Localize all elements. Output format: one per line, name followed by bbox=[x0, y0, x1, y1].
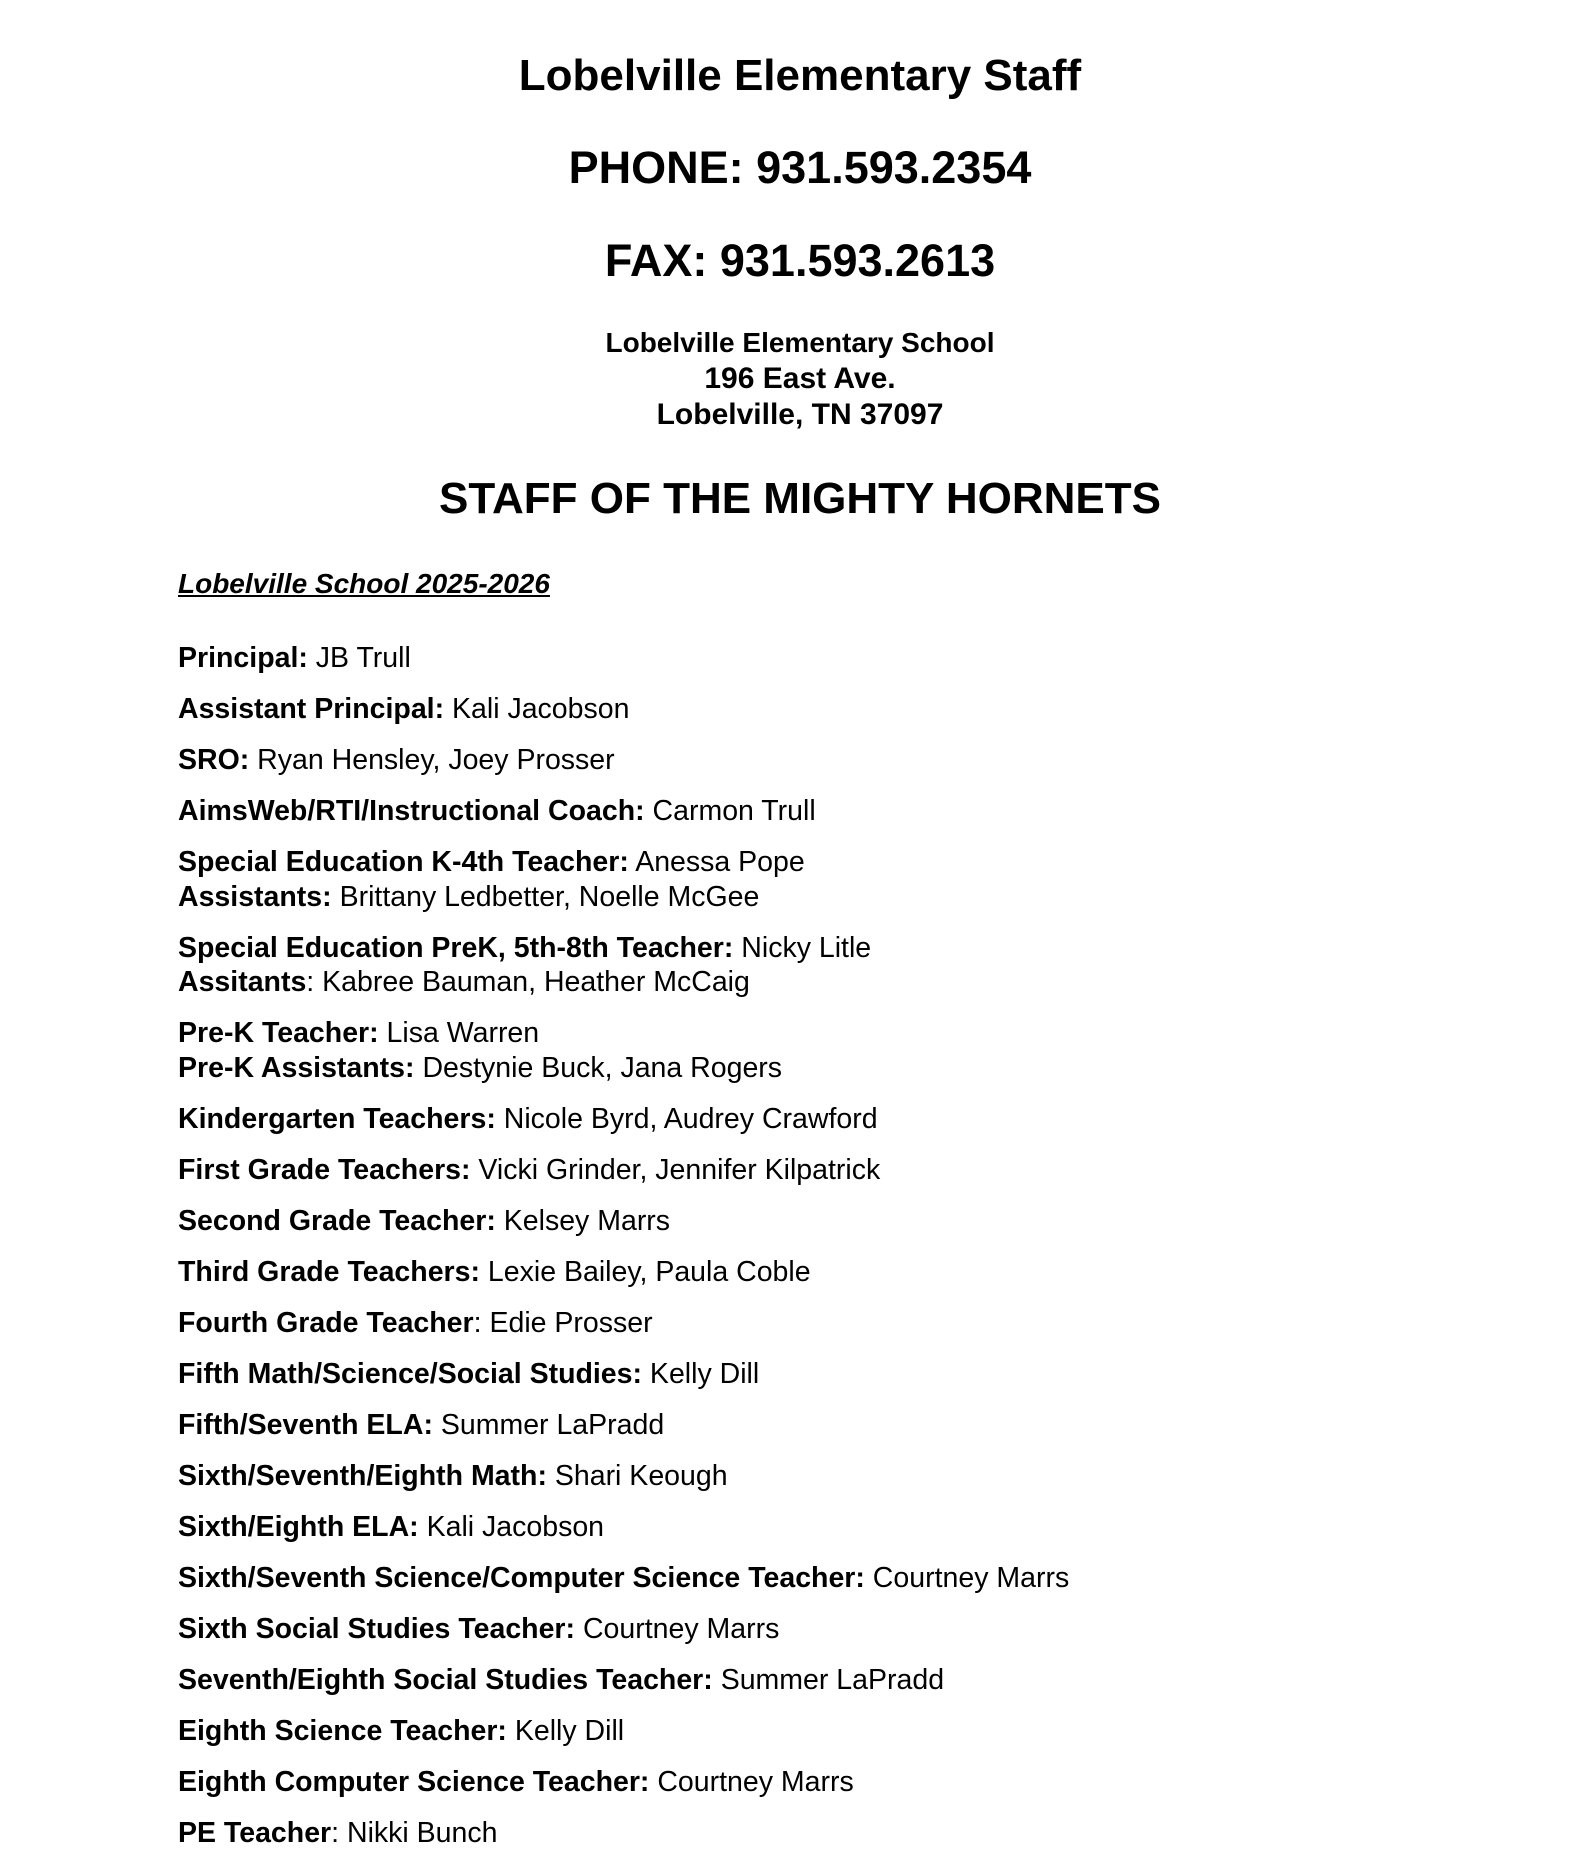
staff-names: Summer LaPradd bbox=[712, 1663, 945, 1696]
staff-role: Assitants bbox=[178, 966, 307, 998]
staff-entry bbox=[178, 1765, 1478, 1800]
address-street: 196 East Ave. bbox=[704, 362, 896, 395]
address-city: Lobelville, TN 37097 bbox=[656, 398, 944, 431]
staff-role-colon: : bbox=[473, 1306, 482, 1339]
staff-names: Vicki Grinder, Jennifer Kilpatrick bbox=[470, 1153, 881, 1186]
staff-entry bbox=[178, 1102, 1478, 1137]
fax-number: FAX: 931.593.2613 bbox=[604, 235, 996, 286]
staff-names: Brittany Ledbetter, Noelle McGee bbox=[331, 880, 760, 913]
staff-entry bbox=[178, 1714, 1478, 1749]
staff-line bbox=[178, 1816, 1478, 1851]
staff-entry bbox=[178, 1816, 1478, 1851]
staff-role: Third Grade Teachers bbox=[178, 1255, 471, 1288]
staff-names: Kali Jacobson bbox=[444, 693, 630, 725]
staff-role: Eighth Computer Science Teacher bbox=[178, 1765, 640, 1798]
staff-role: Pre-K Assistants bbox=[178, 1051, 406, 1084]
staff-entry bbox=[178, 1016, 1478, 1085]
staff-line bbox=[178, 1561, 1478, 1596]
staff-role-colon: : bbox=[434, 693, 445, 725]
staff-entry bbox=[178, 743, 1478, 778]
staff-entry bbox=[178, 1153, 1478, 1188]
address-school-name: Lobelville Elementary School bbox=[605, 327, 995, 358]
staff-role-colon: : bbox=[486, 1102, 496, 1135]
staff-entry bbox=[178, 1510, 1478, 1545]
staff-entry bbox=[178, 692, 1478, 727]
staff-role: Sixth/Seventh Science/Computer Science Teacher bbox=[178, 1561, 856, 1594]
staff-entry bbox=[178, 1255, 1478, 1290]
staff-line bbox=[178, 1051, 1478, 1086]
staff-role: Fifth Math/Science/Social Studies bbox=[178, 1357, 633, 1390]
staff-role: PE Teacher bbox=[178, 1816, 332, 1849]
staff-role: Second Grade Teacher bbox=[178, 1204, 487, 1237]
staff-names: Kabree Bauman, Heather McCaig bbox=[314, 966, 750, 998]
staff-line bbox=[178, 1510, 1478, 1545]
staff-names: Lexie Bailey, Paula Coble bbox=[480, 1255, 811, 1288]
staff-names: JB Trull bbox=[307, 642, 411, 674]
staff-role-colon: : bbox=[486, 1204, 496, 1237]
staff-role: AimsWeb/RTI/Instructional Coach bbox=[178, 795, 636, 827]
staff-names: Anessa Pope bbox=[628, 846, 805, 878]
staff-role-colon: : bbox=[298, 642, 308, 674]
staff-names: Kelsey Marrs bbox=[495, 1204, 671, 1237]
staff-role-colon: : bbox=[639, 1765, 650, 1798]
staff-entry bbox=[178, 845, 1478, 914]
staff-names: Courtney Marrs bbox=[575, 1612, 780, 1645]
staff-line bbox=[178, 743, 1478, 778]
staff-role: Principal bbox=[178, 642, 299, 674]
staff-line bbox=[178, 692, 1478, 727]
staff-role-colon: : bbox=[855, 1561, 865, 1594]
staff-line bbox=[178, 880, 1478, 915]
staff-names: Courtney Marrs bbox=[649, 1765, 854, 1798]
staff-role: Fourth Grade Teacher bbox=[178, 1306, 474, 1339]
staff-names: Nikki Bunch bbox=[339, 1816, 498, 1849]
school-address bbox=[0, 325, 1586, 433]
staff-line bbox=[178, 965, 1478, 1000]
staff-line bbox=[178, 1408, 1478, 1443]
staff-entry bbox=[178, 641, 1478, 676]
staff-line bbox=[178, 1663, 1478, 1698]
staff-role: Special Education PreK, 5th-8th Teacher bbox=[178, 931, 724, 964]
school-year: Lobelville School 2025-2026 bbox=[178, 568, 550, 599]
staff-role: Pre-K Teacher bbox=[178, 1017, 370, 1049]
staff-names: Nicole Byrd, Audrey Crawford bbox=[495, 1102, 878, 1135]
staff-role-colon: : bbox=[322, 880, 332, 913]
page-title: Lobelville Elementary Staff bbox=[518, 51, 1082, 100]
staff-names: Kelly Dill bbox=[642, 1357, 760, 1390]
staff-names: Kali Jacobson bbox=[418, 1510, 605, 1543]
staff-role: Fifth/Seventh ELA bbox=[178, 1408, 424, 1441]
staff-role-colon: : bbox=[470, 1255, 480, 1288]
staff-names: Kelly Dill bbox=[506, 1714, 625, 1747]
staff-role-colon: : bbox=[703, 1663, 713, 1696]
staff-line bbox=[178, 931, 1478, 966]
staff-names: Edie Prosser bbox=[481, 1306, 653, 1339]
staff-line bbox=[178, 1459, 1478, 1494]
staff-heading: STAFF OF THE MIGHTY HORNETS bbox=[439, 474, 1161, 523]
staff-line bbox=[178, 1255, 1478, 1290]
staff-line bbox=[178, 1016, 1478, 1051]
staff-entry bbox=[178, 1306, 1478, 1341]
staff-role-colon: : bbox=[632, 1357, 643, 1390]
staff-entry bbox=[178, 1459, 1478, 1494]
staff-line bbox=[178, 794, 1478, 829]
staff-line bbox=[178, 1357, 1478, 1392]
staff-line bbox=[178, 1153, 1478, 1188]
staff-entry bbox=[178, 1561, 1478, 1596]
staff-entry bbox=[178, 1612, 1478, 1647]
staff-entry bbox=[178, 794, 1478, 829]
staff-entry bbox=[178, 1357, 1478, 1392]
staff-role: Kindergarten Teachers bbox=[178, 1102, 487, 1135]
staff-role: Seventh/Eighth Social Studies Teacher bbox=[178, 1663, 704, 1696]
staff-role-colon: : bbox=[409, 1510, 419, 1543]
staff-role-colon: : bbox=[723, 931, 734, 964]
staff-role-colon: : bbox=[331, 1816, 340, 1849]
staff-role-colon: : bbox=[565, 1612, 576, 1645]
staff-role-colon: : bbox=[405, 1051, 415, 1084]
staff-names: Shari Keough bbox=[546, 1459, 728, 1492]
staff-role: Special Education K-4th Teacher bbox=[178, 846, 620, 878]
staff-names: Courtney Marrs bbox=[864, 1561, 1070, 1594]
staff-list bbox=[178, 641, 1478, 1867]
staff-entry bbox=[178, 931, 1478, 1000]
staff-line bbox=[178, 845, 1478, 880]
staff-names: Nicky Litle bbox=[733, 931, 872, 964]
staff-role-colon: : bbox=[537, 1459, 547, 1492]
staff-names: Carmon Trull bbox=[644, 795, 816, 827]
staff-entry bbox=[178, 1663, 1478, 1698]
staff-role: Assistant Principal bbox=[178, 693, 435, 725]
staff-names: Destynie Buck, Jana Rogers bbox=[414, 1051, 783, 1084]
staff-role: Assistants bbox=[178, 880, 323, 913]
staff-entry bbox=[178, 1408, 1478, 1443]
staff-role: Eighth Science Teacher bbox=[178, 1714, 498, 1747]
staff-line bbox=[178, 1306, 1478, 1341]
staff-names: Summer LaPradd bbox=[432, 1408, 665, 1441]
staff-line bbox=[178, 641, 1478, 676]
phone-number: PHONE: 931.593.2354 bbox=[568, 142, 1032, 193]
staff-role: SRO bbox=[178, 744, 240, 776]
staff-line bbox=[178, 1204, 1478, 1239]
staff-role: Sixth Social Studies Teacher bbox=[178, 1612, 566, 1645]
staff-names: Lisa Warren bbox=[378, 1017, 540, 1049]
staff-line bbox=[178, 1714, 1478, 1749]
staff-role-colon: : bbox=[619, 846, 629, 878]
staff-entry bbox=[178, 1204, 1478, 1239]
staff-line bbox=[178, 1765, 1478, 1800]
staff-role: First Grade Teachers bbox=[178, 1153, 462, 1186]
staff-role-colon: : bbox=[369, 1017, 379, 1049]
staff-role: Sixth/Eighth ELA bbox=[178, 1510, 410, 1543]
staff-role-colon: : bbox=[497, 1714, 507, 1747]
staff-role-colon: : bbox=[423, 1408, 433, 1441]
staff-role-colon: : bbox=[306, 966, 315, 998]
staff-role: Sixth/Seventh/Eighth Math bbox=[178, 1459, 538, 1492]
staff-names: Ryan Hensley, Joey Prosser bbox=[249, 744, 615, 776]
staff-role-colon: : bbox=[461, 1153, 471, 1186]
staff-role-colon: : bbox=[239, 744, 250, 776]
staff-line bbox=[178, 1102, 1478, 1137]
staff-line bbox=[178, 1612, 1478, 1647]
staff-role-colon: : bbox=[635, 795, 645, 827]
